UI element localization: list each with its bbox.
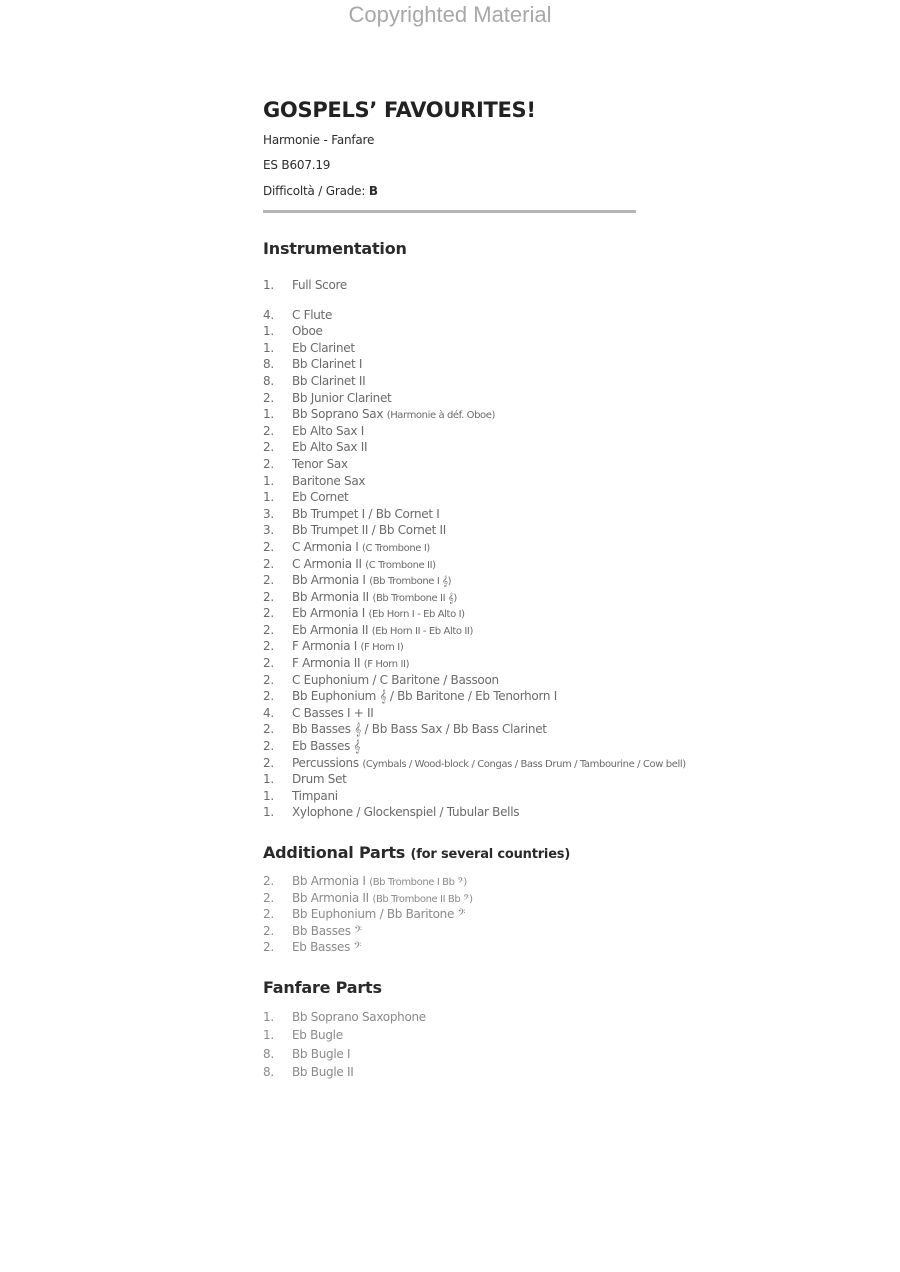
instrument-item bbox=[263, 738, 643, 755]
part-quantity: 1. bbox=[263, 407, 274, 422]
fanfare-parts-heading: Fanfare Parts bbox=[263, 977, 382, 997]
part-note: (Bb Trombone I Bb 𝄢) bbox=[369, 877, 467, 888]
additional-parts-subtitle: (for several countries) bbox=[410, 847, 571, 862]
part-quantity: 2. bbox=[263, 755, 274, 770]
part-label: Bb Clarinet II bbox=[292, 373, 366, 388]
part-name bbox=[292, 1026, 343, 1045]
part-name bbox=[292, 356, 362, 373]
part-label: Bb Bugle II bbox=[292, 1065, 354, 1080]
part-label: Eb Clarinet bbox=[292, 340, 355, 355]
part-name bbox=[292, 705, 374, 722]
part-quantity: 2. bbox=[263, 722, 274, 737]
part-quantity: 2. bbox=[263, 589, 274, 604]
part-quantity: 2. bbox=[263, 390, 274, 405]
part-name bbox=[292, 277, 347, 294]
part-name bbox=[292, 923, 362, 940]
part-quantity: 2. bbox=[263, 440, 274, 455]
instrument-item bbox=[263, 721, 643, 738]
instrument-item bbox=[263, 589, 643, 606]
part-quantity: 1. bbox=[263, 788, 274, 803]
part-note: (Bb Trombone II 𝄞) bbox=[372, 592, 457, 604]
additional-part-item bbox=[263, 873, 643, 890]
part-label: Bb Soprano Saxophone bbox=[292, 1009, 426, 1024]
part-label: F Armonia I bbox=[292, 639, 358, 654]
part-label: Eb Bugle bbox=[292, 1028, 343, 1043]
fanfare-parts-list bbox=[263, 1008, 643, 1082]
part-name bbox=[292, 1008, 426, 1027]
part-quantity: 1. bbox=[263, 772, 274, 787]
part-label: Eb Armonia II bbox=[292, 622, 369, 637]
part-label: Timpani bbox=[292, 788, 338, 803]
part-label: Eb Alto Sax I bbox=[292, 423, 364, 438]
part-name bbox=[292, 307, 332, 324]
part-quantity: 1. bbox=[263, 473, 274, 488]
instrument-item bbox=[263, 804, 643, 821]
part-note: (Eb Horn II - Eb Alto II) bbox=[371, 625, 473, 637]
instrument-item bbox=[263, 572, 643, 589]
part-label: Percussions bbox=[292, 755, 359, 770]
part-label: Bb Euphonium / Bb Baritone 𝄢 bbox=[292, 907, 466, 922]
score-item bbox=[263, 277, 643, 294]
header-divider bbox=[263, 210, 636, 213]
part-quantity: 3. bbox=[263, 506, 274, 521]
part-quantity: 4. bbox=[263, 705, 274, 720]
part-label: Bb Clarinet I bbox=[292, 357, 363, 372]
part-quantity: 2. bbox=[263, 423, 274, 438]
part-label: Bb Armonia I bbox=[292, 573, 366, 588]
part-quantity: 2. bbox=[263, 656, 274, 671]
part-name bbox=[292, 672, 499, 689]
part-label: Bb Armonia II bbox=[292, 589, 369, 604]
part-label: Bb Basses 𝄞 / Bb Bass Sax / Bb Bass Clarinet bbox=[292, 722, 547, 737]
part-name bbox=[292, 323, 323, 340]
part-name bbox=[292, 423, 364, 440]
instrument-item bbox=[263, 307, 643, 324]
part-quantity: 2. bbox=[263, 539, 274, 554]
instrument-list bbox=[263, 307, 686, 821]
part-label: C Euphonium / C Baritone / Bassoon bbox=[292, 672, 499, 687]
instrument-item bbox=[263, 323, 643, 340]
part-label: Bb Armonia I bbox=[292, 874, 366, 888]
part-label: Eb Alto Sax II bbox=[292, 440, 368, 455]
part-name bbox=[292, 489, 348, 506]
fanfare-part-item bbox=[263, 1026, 643, 1045]
instrument-item bbox=[263, 356, 643, 373]
grade-value: B bbox=[368, 184, 378, 198]
part-quantity: 1. bbox=[263, 490, 274, 505]
part-label: Bb Junior Clarinet bbox=[292, 390, 392, 405]
instrument-item bbox=[263, 705, 643, 722]
part-quantity: 2. bbox=[263, 556, 274, 571]
additional-part-item bbox=[263, 939, 643, 956]
part-label: Bb Soprano Sax bbox=[292, 407, 384, 422]
fanfare-part-item bbox=[263, 1063, 643, 1082]
part-quantity: 3. bbox=[263, 523, 274, 538]
part-note: (C Trombone I) bbox=[362, 542, 430, 554]
instrument-item bbox=[263, 473, 643, 490]
part-name bbox=[292, 506, 440, 523]
part-name bbox=[292, 1045, 350, 1064]
additional-parts-list bbox=[263, 873, 643, 956]
part-quantity: 1. bbox=[263, 1009, 274, 1024]
part-label: Eb Basses 𝄢 bbox=[292, 940, 361, 955]
page-title: GOSPELS’ FAVOURITES! bbox=[263, 98, 536, 122]
part-label: Full Score bbox=[292, 278, 347, 292]
part-quantity: 2. bbox=[263, 456, 274, 471]
part-label: Baritone Sax bbox=[292, 473, 366, 488]
part-name bbox=[292, 390, 391, 407]
part-label: Bb Trumpet II / Bb Cornet II bbox=[292, 523, 447, 538]
part-name bbox=[292, 939, 361, 956]
part-name bbox=[292, 804, 519, 821]
instrument-item bbox=[263, 406, 643, 423]
part-quantity: 2. bbox=[263, 923, 274, 938]
additional-part-item bbox=[263, 906, 643, 923]
part-name bbox=[292, 906, 465, 923]
instrument-item bbox=[263, 373, 643, 390]
part-note: (Eb Horn I - Eb Alto I) bbox=[368, 609, 465, 621]
part-quantity: 8. bbox=[263, 357, 274, 372]
instrument-item bbox=[263, 439, 643, 456]
instrument-item bbox=[263, 688, 643, 705]
additional-part-item bbox=[263, 923, 643, 940]
part-quantity: 2. bbox=[263, 689, 274, 704]
instrument-item bbox=[263, 771, 643, 788]
part-quantity: 2. bbox=[263, 606, 274, 621]
part-label: Eb Basses 𝄞 bbox=[292, 739, 361, 754]
instrument-item bbox=[263, 456, 643, 473]
fanfare-part-item bbox=[263, 1008, 643, 1027]
ensemble-type: Harmonie - Fanfare bbox=[263, 133, 375, 147]
part-name bbox=[292, 738, 360, 755]
instrument-item bbox=[263, 755, 686, 772]
part-name bbox=[292, 456, 348, 473]
part-label: F Armonia II bbox=[292, 656, 361, 671]
instrument-item bbox=[263, 605, 643, 622]
instrument-item bbox=[263, 390, 643, 407]
part-name bbox=[292, 373, 365, 390]
part-label: Oboe bbox=[292, 324, 323, 339]
part-quantity: 2. bbox=[263, 739, 274, 754]
part-label: Bb Trumpet I / Bb Cornet I bbox=[292, 506, 440, 521]
instrument-item bbox=[263, 539, 643, 556]
part-label: Eb Armonia I bbox=[292, 606, 366, 621]
part-name bbox=[292, 522, 446, 539]
part-name bbox=[292, 688, 557, 705]
part-quantity: 1. bbox=[263, 340, 274, 355]
part-label: C Armonia I bbox=[292, 539, 359, 554]
part-label: Bb Euphonium 𝄞 / Bb Baritone / Eb Tenorhorn I bbox=[292, 689, 557, 704]
part-quantity: 1. bbox=[263, 805, 274, 820]
part-quantity: 2. bbox=[263, 940, 274, 955]
instrument-item bbox=[263, 556, 643, 573]
part-note: (Bb Trombone II Bb 𝄢) bbox=[372, 893, 473, 905]
part-label: Bb Armonia II bbox=[292, 890, 369, 905]
instrument-item bbox=[263, 622, 643, 639]
fanfare-part-item bbox=[263, 1045, 643, 1064]
part-note: (Harmonie à déf. Oboe) bbox=[386, 410, 496, 422]
part-quantity: 2. bbox=[263, 874, 274, 888]
part-quantity: 8. bbox=[263, 1046, 274, 1061]
instrument-item bbox=[263, 638, 643, 655]
part-name bbox=[292, 788, 338, 805]
part-quantity: 2. bbox=[263, 907, 274, 922]
part-quantity: 2. bbox=[263, 622, 274, 637]
part-name bbox=[292, 771, 347, 788]
instrument-item bbox=[263, 655, 643, 672]
copyright-watermark: Copyrighted Material bbox=[348, 2, 552, 27]
part-quantity: 1. bbox=[263, 278, 274, 292]
part-label: Tenor Sax bbox=[292, 456, 348, 471]
catalog-number: ES B607.19 bbox=[263, 158, 331, 172]
additional-part-item bbox=[263, 890, 643, 907]
instrument-item bbox=[263, 506, 643, 523]
instrument-item bbox=[263, 788, 643, 805]
score-list bbox=[263, 277, 643, 294]
instrument-item bbox=[263, 672, 643, 689]
additional-parts-heading bbox=[263, 843, 643, 865]
additional-parts-title: Additional Parts bbox=[263, 843, 406, 862]
part-note: (F Horn I) bbox=[360, 642, 404, 654]
part-quantity: 2. bbox=[263, 890, 274, 905]
part-name bbox=[292, 340, 355, 357]
instrument-item bbox=[263, 489, 643, 506]
part-label: Drum Set bbox=[292, 772, 347, 787]
part-note: (Cymbals / Wood-block / Congas / Bass Drum / Tambourine / Cow bell) bbox=[362, 758, 686, 770]
part-quantity: 2. bbox=[263, 672, 274, 687]
part-name bbox=[292, 439, 367, 456]
part-quantity: 8. bbox=[263, 1065, 274, 1080]
part-note: (C Trombone II) bbox=[365, 559, 436, 571]
grade-label: Difficoltà / Grade: bbox=[263, 184, 366, 198]
part-name bbox=[292, 473, 365, 490]
part-label: C Flute bbox=[292, 307, 333, 322]
part-quantity: 1. bbox=[263, 324, 274, 339]
part-label: Xylophone / Glockenspiel / Tubular Bells bbox=[292, 805, 520, 820]
instrumentation-sheet bbox=[263, 96, 686, 1082]
part-quantity: 2. bbox=[263, 639, 274, 654]
part-name bbox=[292, 1063, 353, 1082]
part-quantity: 8. bbox=[263, 373, 274, 388]
instrument-item bbox=[263, 340, 643, 357]
instrumentation-heading: Instrumentation bbox=[263, 239, 407, 258]
part-label: Bb Bugle I bbox=[292, 1046, 351, 1061]
part-quantity: 2. bbox=[263, 573, 274, 588]
part-note: (Bb Trombone I 𝄞) bbox=[369, 576, 452, 588]
part-quantity: 4. bbox=[263, 307, 274, 322]
grade-line bbox=[263, 183, 643, 199]
part-label: C Armonia II bbox=[292, 556, 362, 571]
instrument-item bbox=[263, 423, 643, 440]
instrument-item bbox=[263, 522, 643, 539]
part-label: Eb Cornet bbox=[292, 490, 349, 505]
part-label: C Basses I + II bbox=[292, 705, 374, 720]
part-name bbox=[292, 721, 547, 738]
part-quantity: 1. bbox=[263, 1028, 274, 1043]
part-note: (F Horn II) bbox=[363, 659, 410, 671]
part-label: Bb Basses 𝄢 bbox=[292, 923, 362, 938]
